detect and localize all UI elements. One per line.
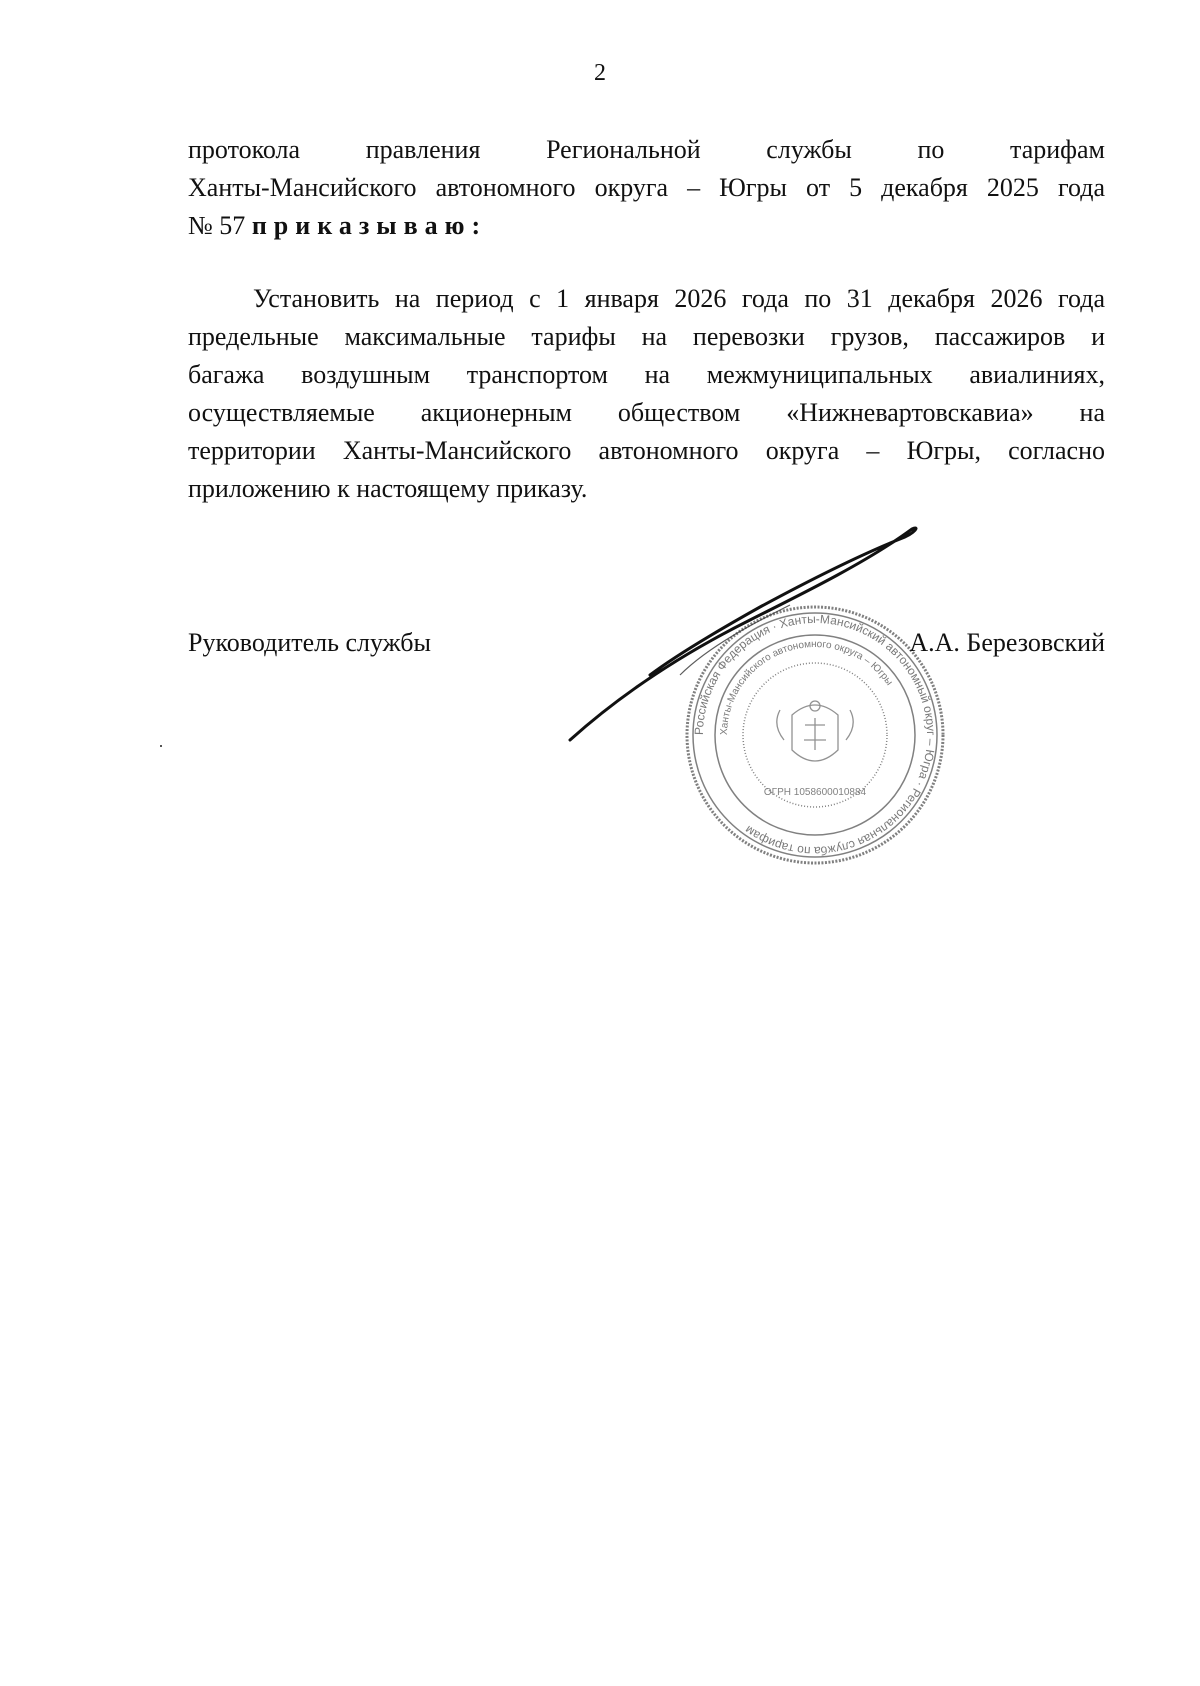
order-line-3: багажа воздушным транспортом на межмуниципальных авиалиниях, (188, 360, 1105, 389)
order-line-5: территории Ханты-Мансийского автономного округа – Югры, согласно (188, 436, 1105, 465)
scan-speck (160, 745, 162, 747)
order-paragraph (188, 280, 1105, 508)
order-verb: приказываю: (251, 211, 488, 240)
preamble-line-1: протокола правления Региональной службы по тарифам (188, 135, 1105, 164)
signatory-title: Руководитель службы (188, 628, 431, 657)
preamble-line-3 (188, 207, 1105, 245)
preamble-paragraph (188, 131, 1105, 245)
order-line-2: предельные максимальные тарифы на перевозки грузов, пассажиров и (188, 322, 1105, 351)
order-line-1: Установить на период с 1 января 2026 года по 31 декабря 2026 года (253, 284, 1105, 313)
order-line-4: осуществляемые акционерным обществом «Нижневартовскавиа» на (188, 398, 1105, 427)
order-number: № 57 (188, 211, 246, 240)
preamble-line-2: Ханты-Мансийского автономного округа – Югры от 5 декабря 2025 года (188, 173, 1105, 202)
page-number: 2 (594, 60, 606, 86)
order-line-6: приложению к настоящему приказу. (188, 474, 588, 503)
seal-outer-text: Российская Федерация · Ханты-Мансийский автономный округ – Югра · Региональная служба по тарифам (691, 611, 939, 859)
seal-inner-text: Ханты-Мансийского автономного округа – Югры (718, 638, 895, 736)
seal-ogrn: ОГРН 1058600010884 (763, 787, 867, 798)
signatory-name: А.А. Березовский (909, 628, 1105, 657)
